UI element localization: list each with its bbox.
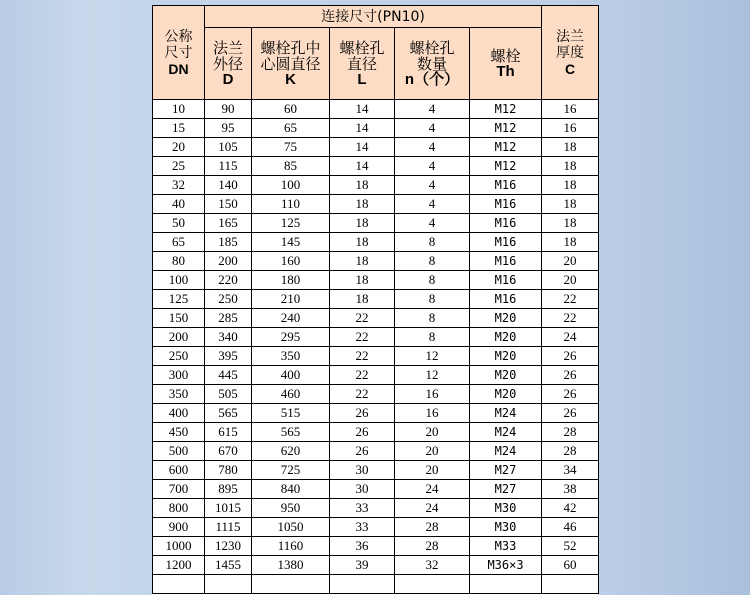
table-row — [153, 328, 599, 347]
cell-bolt: M33 — [470, 537, 542, 556]
header-d-line2: 外径 — [212, 54, 243, 73]
table-row — [153, 499, 599, 518]
table-row — [153, 480, 599, 499]
header-c-line2: 厚度 — [556, 44, 585, 61]
header-d-line1: 法兰 — [212, 38, 243, 57]
cell-c: 22 — [542, 290, 599, 309]
cell-k: 85 — [252, 157, 330, 176]
cell-d: 115 — [205, 157, 252, 176]
cell-d: 250 — [205, 290, 252, 309]
cell-d: 670 — [205, 442, 252, 461]
cell-n: 8 — [395, 309, 470, 328]
cell-bolt: M12 — [470, 138, 542, 157]
cell-l: 33 — [330, 518, 395, 537]
cell-k: 65 — [252, 119, 330, 138]
table-row — [153, 366, 599, 385]
cell-dn: 40 — [153, 195, 205, 214]
cell-c: 22 — [542, 309, 599, 328]
table-row — [153, 119, 599, 138]
table-row — [153, 176, 599, 195]
cell-dn: 700 — [153, 480, 205, 499]
cell-n: 4 — [395, 100, 470, 119]
cell-l: 18 — [330, 176, 395, 195]
cell-dn: 400 — [153, 404, 205, 423]
cell-c: 26 — [542, 347, 599, 366]
cell-l: 18 — [330, 214, 395, 233]
cell-c: 28 — [542, 442, 599, 461]
cell-bolt: M12 — [470, 157, 542, 176]
cell-n: 16 — [395, 385, 470, 404]
table-row — [153, 195, 599, 214]
cell-d: 445 — [205, 366, 252, 385]
cell-l: 14 — [330, 157, 395, 176]
header-n-line1: 螺栓孔 — [409, 38, 455, 57]
header-c-symbol: C — [564, 60, 576, 77]
cell-k: 1050 — [252, 518, 330, 537]
cell-dn: 1200 — [153, 556, 205, 575]
cell-dn: 250 — [153, 347, 205, 366]
cell-k: 160 — [252, 252, 330, 271]
table-row — [153, 138, 599, 157]
cell-n: 8 — [395, 271, 470, 290]
cell-bolt: M27 — [470, 461, 542, 480]
cell-d: 395 — [205, 347, 252, 366]
table-row — [153, 537, 599, 556]
cell-l: 22 — [330, 347, 395, 366]
empty-cell — [153, 575, 205, 594]
cell-k: 145 — [252, 233, 330, 252]
empty-cell — [395, 575, 470, 594]
cell-c: 34 — [542, 461, 599, 480]
cell-bolt: M12 — [470, 119, 542, 138]
cell-k: 515 — [252, 404, 330, 423]
cell-l: 18 — [330, 290, 395, 309]
cell-c: 26 — [542, 385, 599, 404]
cell-bolt: M20 — [470, 309, 542, 328]
cell-n: 32 — [395, 556, 470, 575]
empty-cell — [470, 575, 542, 594]
header-n-symbol: n（个） — [404, 70, 460, 88]
cell-l: 36 — [330, 537, 395, 556]
cell-c: 18 — [542, 157, 599, 176]
cell-d: 200 — [205, 252, 252, 271]
cell-d: 340 — [205, 328, 252, 347]
cell-l: 22 — [330, 328, 395, 347]
table-row — [153, 100, 599, 119]
header-dn-line2: 尺寸 — [164, 44, 193, 61]
cell-d: 780 — [205, 461, 252, 480]
cell-bolt: M30 — [470, 518, 542, 537]
cell-l: 14 — [330, 100, 395, 119]
cell-dn: 900 — [153, 518, 205, 537]
table-row — [153, 233, 599, 252]
cell-n: 24 — [395, 499, 470, 518]
cell-dn: 450 — [153, 423, 205, 442]
cell-d: 1455 — [205, 556, 252, 575]
cell-c: 20 — [542, 271, 599, 290]
cell-n: 4 — [395, 138, 470, 157]
cell-l: 18 — [330, 271, 395, 290]
cell-n: 24 — [395, 480, 470, 499]
table-row — [153, 461, 599, 480]
table-row — [153, 290, 599, 309]
cell-c: 18 — [542, 138, 599, 157]
cell-k: 180 — [252, 271, 330, 290]
cell-n: 8 — [395, 252, 470, 271]
cell-c: 18 — [542, 195, 599, 214]
cell-bolt: M20 — [470, 385, 542, 404]
cell-k: 400 — [252, 366, 330, 385]
cell-dn: 65 — [153, 233, 205, 252]
header-dn-symbol: DN — [168, 60, 189, 77]
header-n-line2: 数量 — [416, 54, 447, 73]
cell-dn: 50 — [153, 214, 205, 233]
cell-bolt: M16 — [470, 290, 542, 309]
header-c-line1: 法兰 — [556, 28, 585, 45]
header-n — [395, 28, 470, 100]
cell-k: 75 — [252, 138, 330, 157]
cell-k: 350 — [252, 347, 330, 366]
cell-dn: 1000 — [153, 537, 205, 556]
cell-l: 26 — [330, 442, 395, 461]
cell-n: 12 — [395, 366, 470, 385]
cell-l: 14 — [330, 119, 395, 138]
empty-cell — [330, 575, 395, 594]
table-row — [153, 442, 599, 461]
cell-d: 165 — [205, 214, 252, 233]
cell-k: 460 — [252, 385, 330, 404]
header-l-line2: 直径 — [346, 54, 377, 73]
header-th — [470, 28, 542, 100]
cell-dn: 32 — [153, 176, 205, 195]
cell-l: 14 — [330, 138, 395, 157]
header-th-symbol: Th — [496, 62, 515, 80]
empty-row — [153, 575, 599, 594]
cell-bolt: M16 — [470, 252, 542, 271]
cell-n: 20 — [395, 442, 470, 461]
header-th-line2: 螺栓 — [490, 46, 521, 65]
cell-n: 4 — [395, 119, 470, 138]
empty-cell — [542, 575, 599, 594]
cell-bolt: M24 — [470, 442, 542, 461]
cell-n: 8 — [395, 233, 470, 252]
cell-dn: 80 — [153, 252, 205, 271]
header-dn — [153, 6, 205, 100]
cell-n: 12 — [395, 347, 470, 366]
cell-c: 20 — [542, 252, 599, 271]
cell-d: 615 — [205, 423, 252, 442]
cell-k: 840 — [252, 480, 330, 499]
cell-l: 22 — [330, 309, 395, 328]
header-group-title: 连接尺寸(PN10) — [205, 6, 542, 28]
cell-k: 1160 — [252, 537, 330, 556]
cell-d: 220 — [205, 271, 252, 290]
header-d — [205, 28, 252, 100]
cell-k: 950 — [252, 499, 330, 518]
table-row — [153, 309, 599, 328]
cell-k: 60 — [252, 100, 330, 119]
cell-dn: 200 — [153, 328, 205, 347]
cell-n: 8 — [395, 290, 470, 309]
cell-l: 39 — [330, 556, 395, 575]
cell-n: 20 — [395, 461, 470, 480]
table-row — [153, 157, 599, 176]
cell-bolt: M24 — [470, 404, 542, 423]
cell-c: 26 — [542, 404, 599, 423]
cell-l: 26 — [330, 404, 395, 423]
cell-l: 18 — [330, 233, 395, 252]
cell-bolt: M16 — [470, 195, 542, 214]
cell-dn: 100 — [153, 271, 205, 290]
cell-k: 295 — [252, 328, 330, 347]
cell-c: 60 — [542, 556, 599, 575]
cell-d: 95 — [205, 119, 252, 138]
cell-l: 33 — [330, 499, 395, 518]
header-d-symbol: D — [222, 70, 234, 88]
cell-c: 46 — [542, 518, 599, 537]
cell-c: 18 — [542, 176, 599, 195]
cell-bolt: M20 — [470, 347, 542, 366]
cell-n: 28 — [395, 518, 470, 537]
empty-cell — [205, 575, 252, 594]
header-k — [252, 28, 330, 100]
cell-d: 1230 — [205, 537, 252, 556]
cell-c: 52 — [542, 537, 599, 556]
cell-d: 150 — [205, 195, 252, 214]
cell-dn: 20 — [153, 138, 205, 157]
cell-c: 18 — [542, 233, 599, 252]
cell-k: 100 — [252, 176, 330, 195]
cell-d: 1015 — [205, 499, 252, 518]
cell-n: 16 — [395, 404, 470, 423]
cell-n: 4 — [395, 157, 470, 176]
cell-c: 28 — [542, 423, 599, 442]
cell-bolt: M24 — [470, 423, 542, 442]
cell-n: 28 — [395, 537, 470, 556]
cell-d: 895 — [205, 480, 252, 499]
cell-d: 505 — [205, 385, 252, 404]
table-row — [153, 347, 599, 366]
cell-bolt: M36×3 — [470, 556, 542, 575]
cell-c: 26 — [542, 366, 599, 385]
table-row — [153, 518, 599, 537]
flange-dimension-table — [152, 5, 599, 594]
cell-dn: 350 — [153, 385, 205, 404]
cell-c: 24 — [542, 328, 599, 347]
header-k-line2: 心圆直径 — [260, 54, 321, 73]
cell-l: 22 — [330, 385, 395, 404]
cell-bolt: M16 — [470, 271, 542, 290]
header-l — [330, 28, 395, 100]
cell-c: 18 — [542, 214, 599, 233]
cell-k: 1380 — [252, 556, 330, 575]
header-k-line1: 螺栓孔中 — [260, 38, 321, 57]
cell-dn: 800 — [153, 499, 205, 518]
cell-dn: 600 — [153, 461, 205, 480]
cell-k: 725 — [252, 461, 330, 480]
cell-bolt: M16 — [470, 214, 542, 233]
cell-bolt: M30 — [470, 499, 542, 518]
cell-c: 16 — [542, 100, 599, 119]
table-row — [153, 423, 599, 442]
cell-bolt: M20 — [470, 366, 542, 385]
cell-d: 185 — [205, 233, 252, 252]
cell-k: 210 — [252, 290, 330, 309]
cell-n: 4 — [395, 214, 470, 233]
cell-bolt: M16 — [470, 176, 542, 195]
header-dn-line1: 公称 — [164, 28, 193, 45]
empty-cell — [252, 575, 330, 594]
cell-k: 125 — [252, 214, 330, 233]
cell-n: 20 — [395, 423, 470, 442]
cell-bolt: M27 — [470, 480, 542, 499]
cell-c: 16 — [542, 119, 599, 138]
table-row — [153, 404, 599, 423]
cell-dn: 300 — [153, 366, 205, 385]
header-k-symbol: K — [285, 70, 296, 88]
cell-k: 620 — [252, 442, 330, 461]
cell-dn: 10 — [153, 100, 205, 119]
cell-d: 285 — [205, 309, 252, 328]
cell-k: 110 — [252, 195, 330, 214]
table-row — [153, 214, 599, 233]
table-row — [153, 271, 599, 290]
cell-dn: 500 — [153, 442, 205, 461]
cell-l: 26 — [330, 423, 395, 442]
cell-d: 105 — [205, 138, 252, 157]
cell-n: 8 — [395, 328, 470, 347]
cell-l: 22 — [330, 366, 395, 385]
cell-l: 18 — [330, 252, 395, 271]
table-row — [153, 556, 599, 575]
cell-d: 140 — [205, 176, 252, 195]
cell-l: 18 — [330, 195, 395, 214]
header-c — [542, 6, 599, 100]
cell-bolt: M16 — [470, 233, 542, 252]
cell-c: 42 — [542, 499, 599, 518]
cell-k: 240 — [252, 309, 330, 328]
table-row — [153, 385, 599, 404]
cell-dn: 15 — [153, 119, 205, 138]
cell-dn: 125 — [153, 290, 205, 309]
cell-c: 38 — [542, 480, 599, 499]
cell-dn: 25 — [153, 157, 205, 176]
cell-d: 90 — [205, 100, 252, 119]
cell-l: 30 — [330, 461, 395, 480]
cell-bolt: M12 — [470, 100, 542, 119]
cell-l: 30 — [330, 480, 395, 499]
cell-d: 565 — [205, 404, 252, 423]
cell-bolt: M20 — [470, 328, 542, 347]
cell-n: 4 — [395, 195, 470, 214]
cell-d: 1115 — [205, 518, 252, 537]
table-row — [153, 252, 599, 271]
header-l-symbol: L — [357, 70, 367, 88]
cell-dn: 150 — [153, 309, 205, 328]
header-l-line1: 螺栓孔 — [339, 38, 385, 57]
table-body — [153, 100, 599, 594]
cell-k: 565 — [252, 423, 330, 442]
cell-n: 4 — [395, 176, 470, 195]
